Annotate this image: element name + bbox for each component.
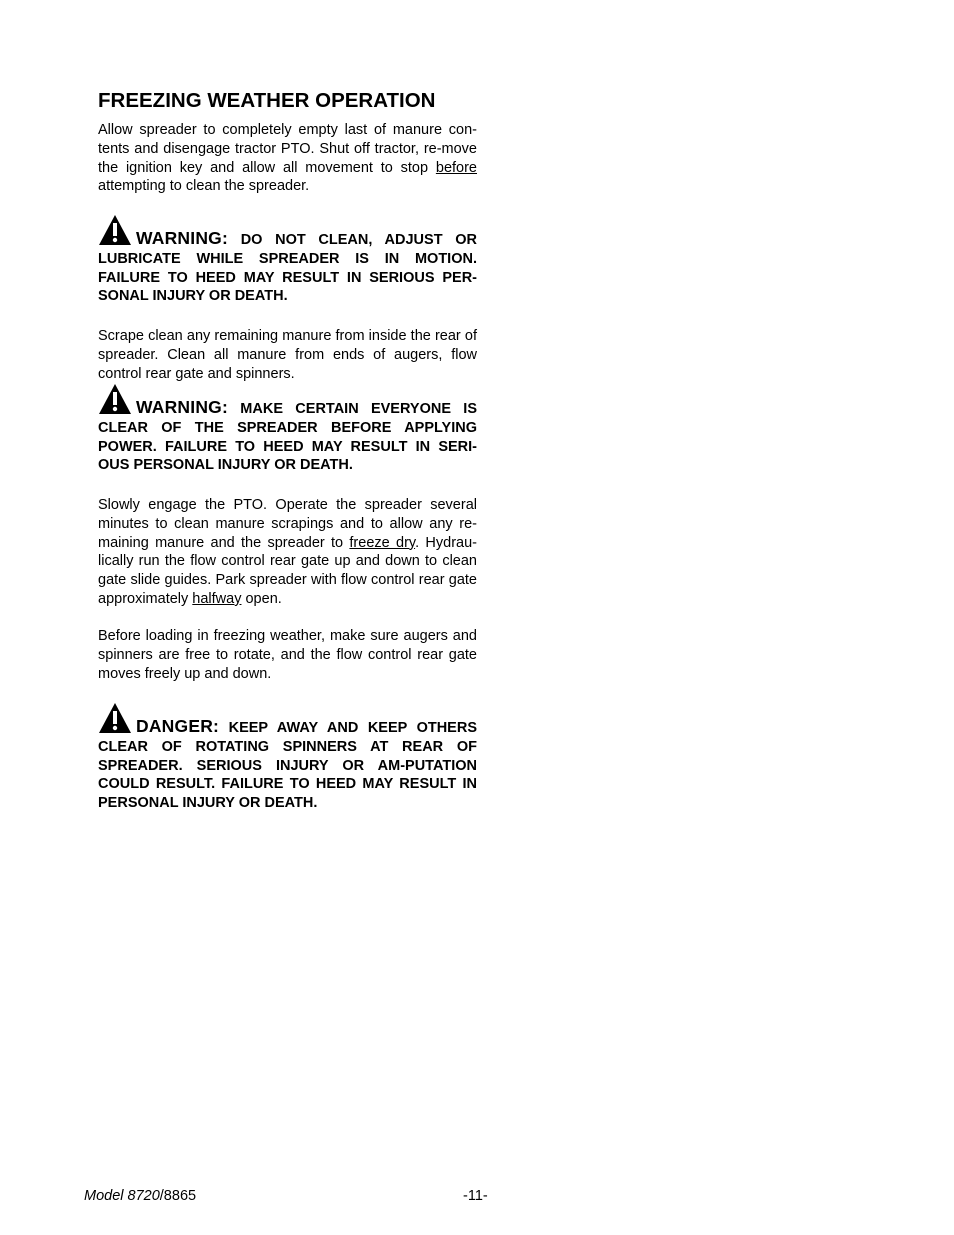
para-text: open. — [241, 590, 282, 607]
warning-triangle-icon — [98, 702, 132, 734]
para-text: Before loading in freezing weather, make sure augers and spinners are free to rotate, and the flow control rear gate moves freely up and down. — [98, 628, 477, 682]
section-title: FREEZING WEATHER OPERATION — [98, 89, 436, 112]
warning-block-2 — [98, 383, 477, 475]
danger-block — [98, 702, 477, 813]
para-text: attempting to clean the spreader. — [98, 178, 310, 195]
warning-text: MAKE CERTAIN EVERYONE IS CLEAR OF THE SPREADER BEFORE APPLYING POWER. FAILURE TO HEED MAY RESULT IN SERI-OUS PERSONAL INJURY OR DEATH. — [98, 401, 477, 474]
underlined-text: freeze dry — [349, 534, 416, 551]
warning-triangle-icon — [98, 214, 132, 246]
para-text: Slowly engage the PTO. Operate the spreader several minutes to clean manure scrapings and to allow any re-maining manure and the spreader to — [98, 497, 477, 551]
model-suffix: /8865 — [159, 1188, 197, 1204]
para-text: . Hydrau-lically run the flow control rear gate up and down to clean gate slide guides. Park spreader with flow control rear gate approximately — [98, 534, 477, 607]
para-text: Allow spreader to completely empty last of manure con-tents and disengage tractor PTO. Shut off tractor, re-move the ignition key and allow all movement to stop — [98, 122, 477, 176]
loading-paragraph — [98, 627, 477, 683]
para-text: Scrape clean any remaining manure from inside the rear of spreader. Clean all manure from ends of augers, flow control rear gate and spinners. — [98, 328, 477, 382]
danger-text: KEEP AWAY AND KEEP OTHERS CLEAR OF ROTATING SPINNERS AT REAR OF SPREADER. SERIOUS INJURY OR AM-PUTATION COULD RESULT. FAILURE TO HEED MAY RESULT IN PERSONAL INJURY OR DEATH. — [98, 720, 477, 812]
warning-block-1 — [98, 214, 477, 306]
page-number: -11- — [463, 1188, 488, 1204]
warning-triangle-icon — [98, 383, 132, 415]
footer-model — [84, 1188, 196, 1204]
engage-paragraph — [98, 496, 477, 609]
warning-label: WARNING: — [136, 228, 229, 248]
model-label: Model 8720 — [84, 1188, 160, 1204]
cleaning-paragraph — [98, 327, 477, 383]
intro-paragraph — [98, 121, 477, 196]
danger-label: DANGER: — [136, 716, 220, 736]
warning-text: DO NOT CLEAN, ADJUST OR LUBRICATE WHILE SPREADER IS IN MOTION. FAILURE TO HEED MAY RESULT IN SERIOUS PER-SONAL INJURY OR DEATH. — [98, 232, 477, 305]
underlined-text: before — [435, 159, 477, 176]
warning-label: WARNING: — [136, 397, 229, 417]
underlined-text: halfway — [192, 590, 242, 607]
